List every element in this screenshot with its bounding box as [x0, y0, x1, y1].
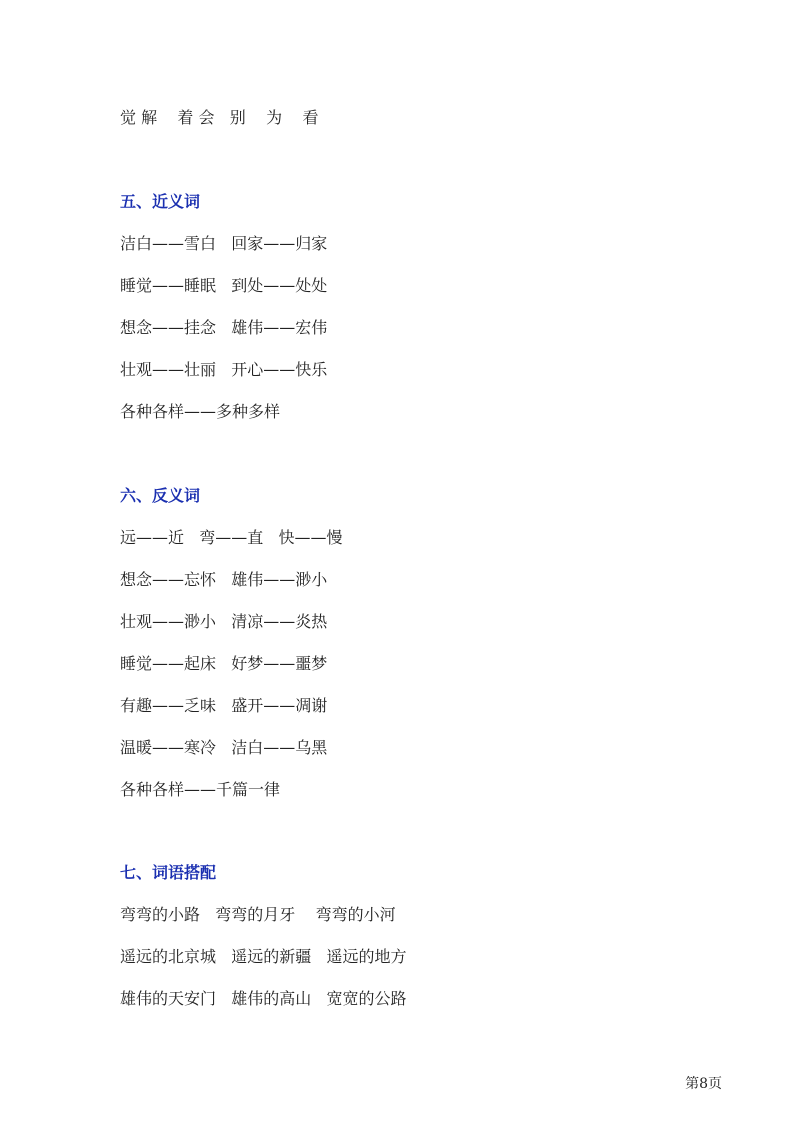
page-number: 第8页 [685, 1076, 722, 1092]
section-heading-synonyms: 五、近义词 [120, 192, 201, 211]
antonym-line: 有趣——乏味 盛开——凋谢 [120, 696, 328, 715]
section-heading-collocations: 七、词语搭配 [120, 863, 217, 882]
char-list-line: 觉 解 着 会 别 为 看 [120, 108, 319, 127]
antonym-line: 温暖——寒冷 洁白——乌黑 [120, 738, 328, 757]
collocation-line: 弯弯的小路 弯弯的月牙 弯弯的小河 [120, 905, 396, 924]
antonym-line: 睡觉——起床 好梦——噩梦 [120, 654, 328, 673]
synonym-line: 想念——挂念 雄伟——宏伟 [120, 318, 328, 337]
antonym-line: 远——近 弯——直 快——慢 [120, 528, 343, 547]
antonym-line: 各种各样——千篇一律 [120, 780, 281, 799]
section-heading-antonyms: 六、反义词 [120, 486, 201, 505]
synonym-line: 睡觉——睡眠 到处——处处 [120, 276, 328, 295]
antonym-line: 壮观——渺小 清凉——炎热 [120, 612, 328, 631]
synonym-line: 各种各样——多种多样 [120, 402, 281, 421]
synonym-line: 壮观——壮丽 开心——快乐 [120, 360, 328, 379]
collocation-line: 雄伟的天安门 雄伟的高山 宽宽的公路 [120, 989, 407, 1008]
collocation-line: 遥远的北京城 遥远的新疆 遥远的地方 [120, 947, 407, 966]
synonym-line: 洁白——雪白 回家——归家 [120, 234, 328, 253]
antonym-line: 想念——忘怀 雄伟——渺小 [120, 570, 328, 589]
